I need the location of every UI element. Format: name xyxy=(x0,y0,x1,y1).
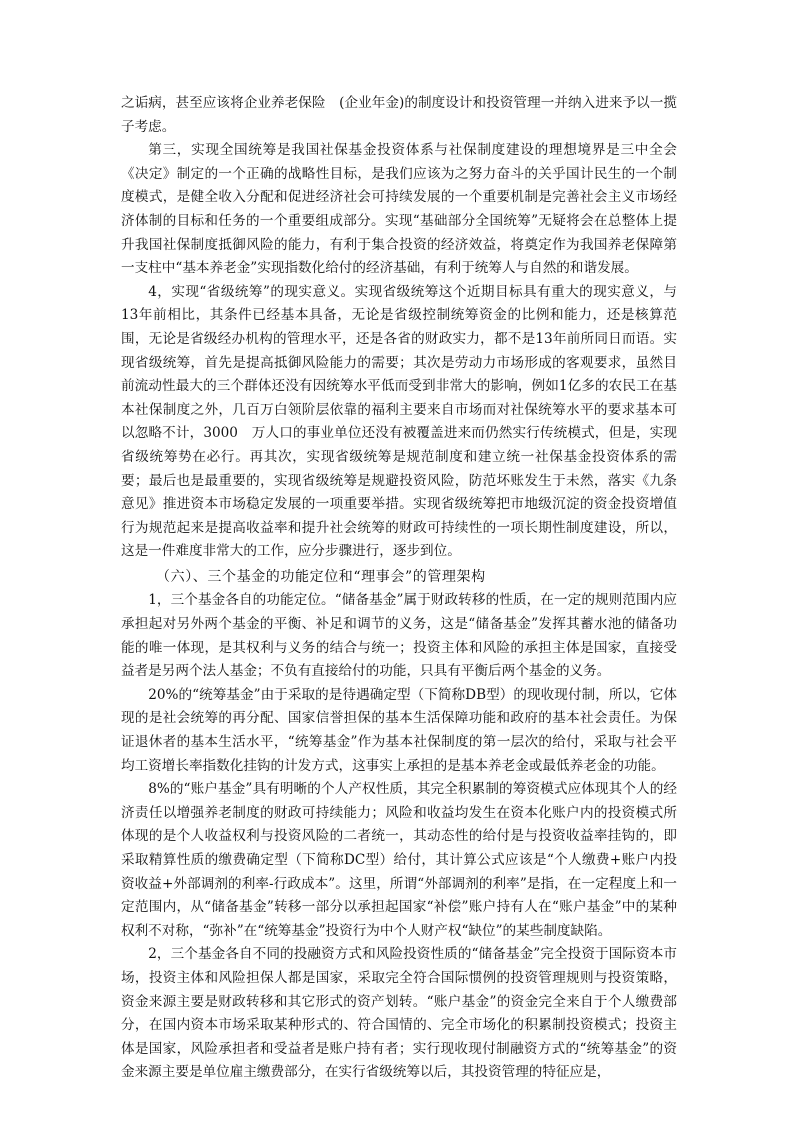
paragraph-investment-modes: 2，三个基金各自不同的投融资方式和风险投资性质的“储备基金”完全投资于国际资本市场，投资主体和风险担保人都是国家，采取完全符合国际惯例的投资管理规则与投资策略，资金来源主要是财政转移和其它形式的资产划转。“账户基金”的资金完全来自于个人缴费部分，在国内资本市场采取某种形式的、符合国情的、完全市场化的积累制投资模式；投资主体是国家，风险承担者和受益者是账户持有者；实行现收现付制融资方式的“统筹基金”的资金来源主要是单位雇主缴费部分，在实行省级统筹以后，其投资管理的特征应是， xyxy=(121,946,677,1081)
section-heading: （六）、三个基金的功能定位和“理事会”的管理架构 xyxy=(156,568,486,585)
paragraph-pooling-fund: 20%的“统筹基金”由于采取的是待遇确定型（下简称DB型）的现收现付制，所以，它体现的是社会统筹的再分配、国家信誉担保的基本生活保障功能和政府的基本社会责任。为保证退休者的基本生活水平，“统筹基金”作为基本社保制度的第一层次的给付，采取与社会平均工资增长率指数化挂钩的计发方式，这事实上承担的是基本养老金或最低养老金的功能。 xyxy=(121,686,677,774)
paragraph-provincial-pooling: 4，实现“省级统筹”的现实意义。实现省级统筹这个近期目标具有重大的现实意义，与13年前相比，其条件已经基本具备，无论是省级控制统筹资金的比例和能力，还是核算范围，无论是省级经办机构的管理水平，还是各省的财政实力，都不是13年前所同日而语。实现省级统筹，首先是提高抵御风险能力的需要；其次是劳动力市场形成的客观要求，虽然目前流动性最大的三个群体还没有因统筹水平低而受到非常大的影响，例如1亿多的农民工在基本社保制度之外，几百万白领阶层依靠的福利主要来自市场而对社保统筹水平的要求基本可以忽略不计，3000 万人口的事业单位还没有被覆盖进来而仍然实行传统模式，但是，实现省级统筹势在必行。再其次，实现省级统筹是规范制度和建立统一社保基金投资体系的需要；最后也是最重要的，实现省级统筹是规避投资风险，防范坏账发生于未然，落实《九条意见》推进资本市场稳定发展的一项重要举措。实现省级统筹把市地级沉淀的资金投资增值行为规范起来是提高收益率和提升社会统筹的财政可持续性的一项长期性制度建设，所以，这是一件难度非常大的工作，应分步骤进行，逐步到位。 xyxy=(121,283,677,560)
paragraph-fund-functions: 1，三个基金各自的功能定位。“储备基金”属于财政转移的性质，在一定的规则范围内应承担起对另外两个基金的平衡、补足和调节的义务，这是“储备基金”发挥其蓄水池的储备功能的唯一体现，是其权利与义务的结合与统一；投资主体和风险的承担主体是国家，直接受益者是另两个法人基金；不负有直接给付的功能，只具有平衡后两个基金的义务。 xyxy=(121,592,677,680)
document-body xyxy=(121,92,677,1085)
paragraph-account-fund: 8%的“账户基金”具有明晰的个人产权性质，其完全积累制的筹资模式应体现其个人的经济责任以增强养老制度的财政可持续能力；风险和收益均发生在资本化账户内的投资模式所体现的是个人收益权利与投资风险的二者统一，其动态性的给付是与投资收益率挂钩的，即采取精算性质的缴费确定型（下简称DC型）给付，其计算公式应该是“个人缴费+账户内投资收益+外部调剂的利率-行政成本”。这里，所谓“外部调剂的利率”是指，在一定程度上和一定范围内，从“储备基金”转移一部分以承担起国家“补偿”账户持有人在“账户基金”中的某种权利不对称，“弥补”在“统筹基金”投资行为中个人财产权“缺位”的某些制度缺陷。 xyxy=(121,781,677,939)
paragraph-national-pooling: 第三，实现全国统筹是我国社保基金投资体系与社保制度建设的理想境界是三中全会《决定》制定的一个正确的战略性目标，是我们应该为之努力奋斗的关乎国计民生的一个制度模式，是健全收入分配和促进经济社会可持续发展的一个重要机制是完善社会主义市场经济体制的目标和任务的一个重要组成部分。实现“基础部分全国统筹”无疑将会在总整体上提升我国社保制度抵御风险的能力，有利于集合投资的经济效益，将奠定作为我国养老保障第一支柱中“基本养老金”实现指数化给付的经济基础，有利于统筹人与自然的和谐发展。 xyxy=(121,142,677,277)
paragraph-enterprise-pension: 之诟病，甚至应该将企业养老保险 (企业年金)的制度设计和投资管理一并纳入进来予以一揽子考虑。 xyxy=(121,95,677,135)
